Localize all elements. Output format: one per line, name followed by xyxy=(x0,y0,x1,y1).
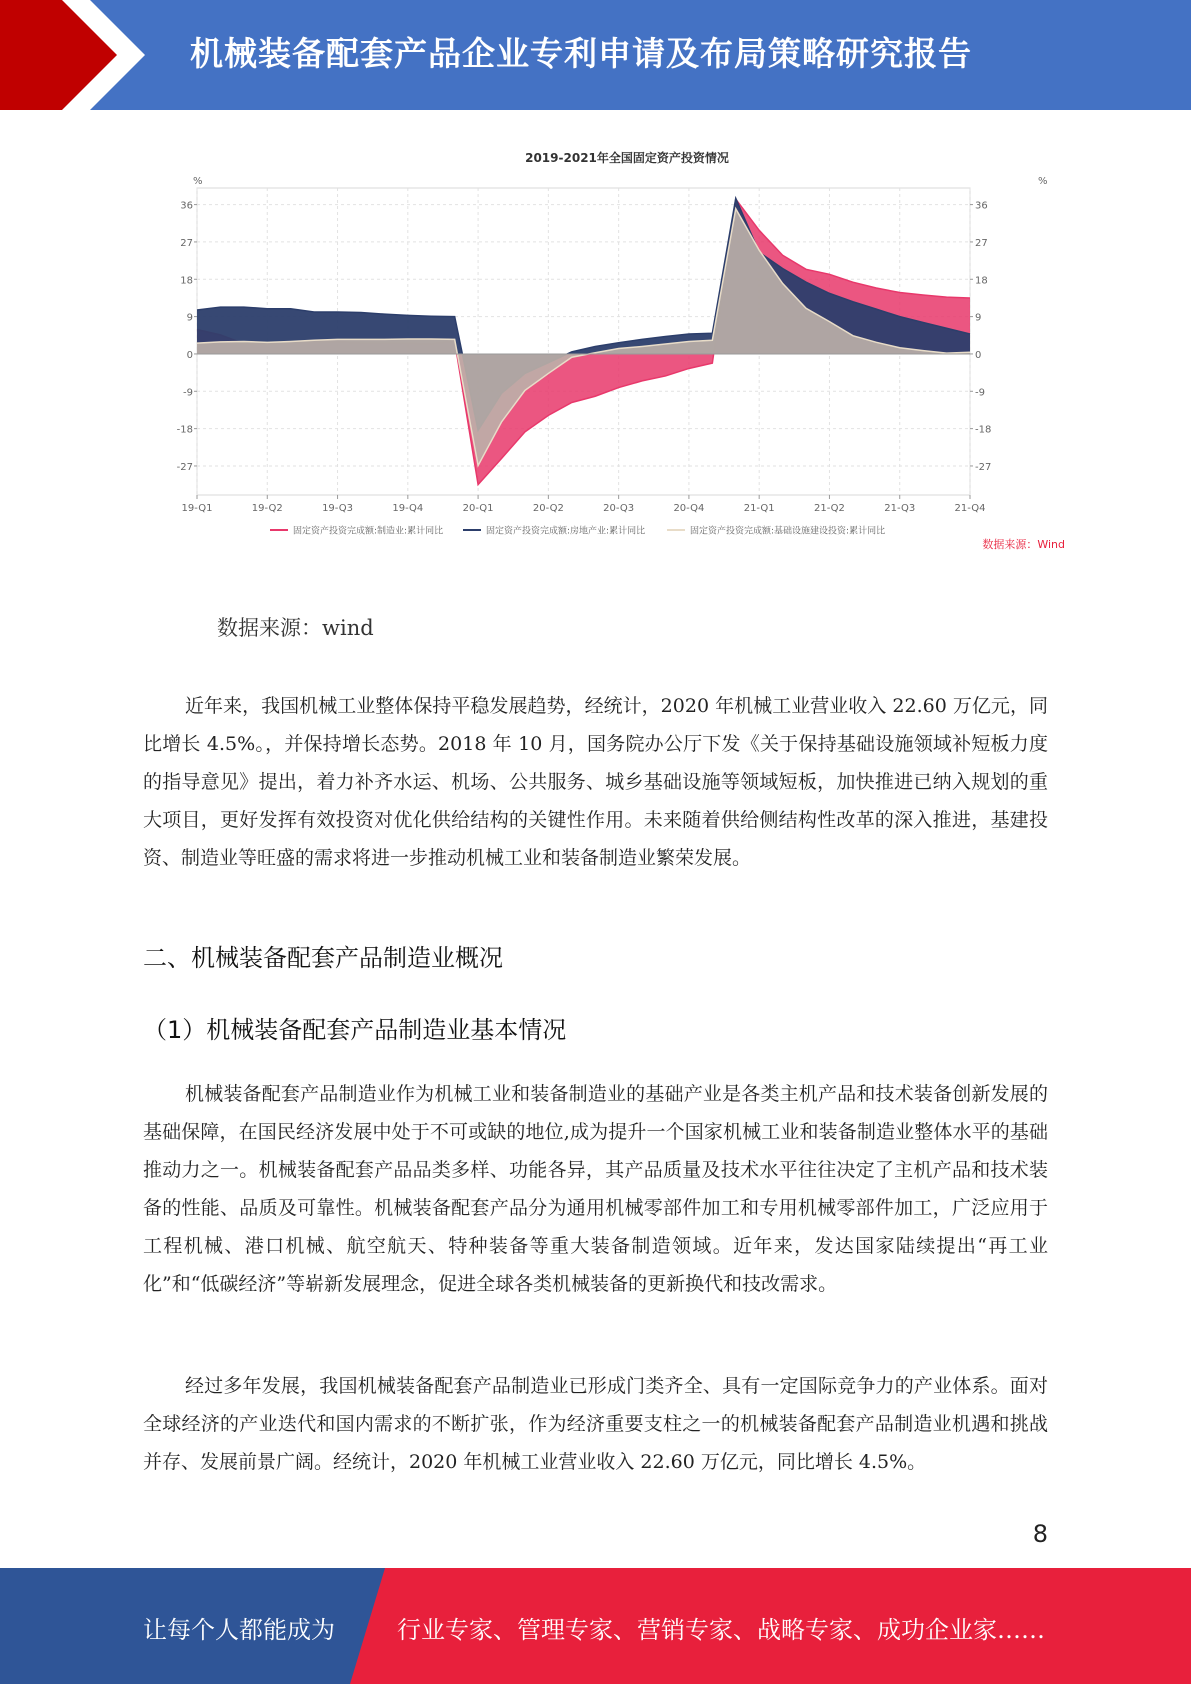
report-title: 机械装备配套产品企业专利申请及布局策略研究报告 xyxy=(190,34,972,73)
chart-title: 2019-2021年全国固定资产投资情况 xyxy=(525,151,729,165)
investment-chart xyxy=(175,140,1080,600)
y-unit-left: % xyxy=(193,176,203,187)
x-tick-label: 20-Q2 xyxy=(532,503,564,514)
y-unit-right: % xyxy=(1038,176,1048,187)
y-tick-label-right: 0 xyxy=(975,349,982,361)
y-tick-label-right: 9 xyxy=(975,312,982,324)
chart-areas xyxy=(197,198,970,484)
y-tick-label-right: 27 xyxy=(975,237,988,249)
y-tick-label-right: 18 xyxy=(975,275,988,287)
chart-source-note: 数据来源：Wind xyxy=(982,538,1065,551)
y-tick-label-left: 9 xyxy=(186,312,193,324)
chart-legend xyxy=(270,525,885,537)
x-tick-label: 19-Q1 xyxy=(181,503,213,514)
legend-label: 固定资产投资完成额:房地产业:累计同比 xyxy=(486,526,646,537)
page-number: 8 xyxy=(1032,1520,1048,1548)
y-tick-label-left: 18 xyxy=(180,275,193,287)
y-tick-label-right: -9 xyxy=(975,387,985,399)
page-footer xyxy=(0,1568,1191,1684)
section-heading: 二、机械装备配套产品制造业概况 xyxy=(143,944,503,972)
page-header xyxy=(0,0,1191,110)
x-tick-label: 19-Q4 xyxy=(392,503,424,514)
y-tick-label-right: 36 xyxy=(975,200,988,212)
y-tick-label-right: -27 xyxy=(975,461,992,473)
y-tick-label-left: -27 xyxy=(176,461,193,473)
x-tick-label: 21-Q3 xyxy=(884,503,916,514)
data-source-caption: 数据来源：wind xyxy=(217,616,374,640)
y-tick-label-left: 36 xyxy=(180,200,193,212)
x-tick-label: 21-Q4 xyxy=(954,503,986,514)
x-tick-label: 20-Q1 xyxy=(462,503,494,514)
x-tick-label: 21-Q1 xyxy=(743,503,775,514)
paragraph-basic-situation: 机械装备配套产品制造业作为机械工业和装备制造业的基础产业是各类主机产品和技术装备创新发展的基础保障，在国民经济发展中处于不可或缺的地位,成为提升一个国家机械工业和装备制造业整体水平的基础推动力之一。机械装备配套产品品类多样、功能各异，其产品质量及技术水平往往决定了主机产品和技术装备的性能、品质及可靠性。机械装备配套产品分为通用机械零部件加工和专用机械零部件加工，广泛应用于工程机械、港口机械、航空航天、特种装备等重大装备制造领域。近年来，发达国家陆续提出“再工业化”和“低碳经济”等崭新发展理念，促进全球各类机械装备的更新换代和技改需求。 xyxy=(143,1083,1048,1295)
footer-slogan-right: 行业专家、管理专家、营销专家、战略专家、成功企业家…… xyxy=(397,1616,1045,1644)
y-tick-label-left: 0 xyxy=(186,349,193,361)
x-tick-label: 21-Q2 xyxy=(813,503,845,514)
paragraph-development: 经过多年发展，我国机械装备配套产品制造业已形成门类齐全、具有一定国际竞争力的产业体系。面对全球经济的产业迭代和国内需求的不断扩张，作为经济重要支柱之一的机械装备配套产品制造业机遇和挑战并存、发展前景广阔。经统计，2020 年机械工业营业收入 22.60 万亿元，同比增长 4.5%。 xyxy=(143,1375,1048,1473)
footer-slogan-left: 让每个人都能成为 xyxy=(143,1616,335,1644)
y-tick-label-left: -9 xyxy=(183,387,193,399)
chart-svg xyxy=(175,140,1080,600)
x-tick-label: 20-Q3 xyxy=(603,503,635,514)
legend-label: 固定资产投资完成额:基础设施建设投资:累计同比 xyxy=(690,526,886,537)
legend-label: 固定资产投资完成额:制造业:累计同比 xyxy=(293,526,444,537)
x-tick-label: 19-Q2 xyxy=(251,503,283,514)
y-tick-label-left: 27 xyxy=(180,237,193,249)
subsection-heading: （1）机械装备配套产品制造业基本情况 xyxy=(143,1016,567,1044)
x-tick-label: 19-Q3 xyxy=(322,503,354,514)
y-tick-label-left: -18 xyxy=(176,424,193,436)
y-tick-label-right: -18 xyxy=(975,424,992,436)
paragraph-intro: 近年来，我国机械工业整体保持平稳发展趋势，经统计，2020 年机械工业营业收入 22.60 万亿元，同比增长 4.5%。，并保持增长态势。2018 年 10 月，国务院办公厅下发《关于保持基础设施领域补短板力度的指导意见》提出，着力补齐水运、机场、公共服务、城乡基础设施等领域短板，加快推进已纳入规划的重大项目，更好发挥有效投资对优化供给结构的关键性作用。未来随着供给侧结构性改革的深入推进，基建投资、制造业等旺盛的需求将进一步推动机械工业和装备制造业繁荣发展。 xyxy=(143,695,1048,869)
header-arrow-decoration xyxy=(0,0,160,110)
x-tick-label: 20-Q4 xyxy=(673,503,705,514)
